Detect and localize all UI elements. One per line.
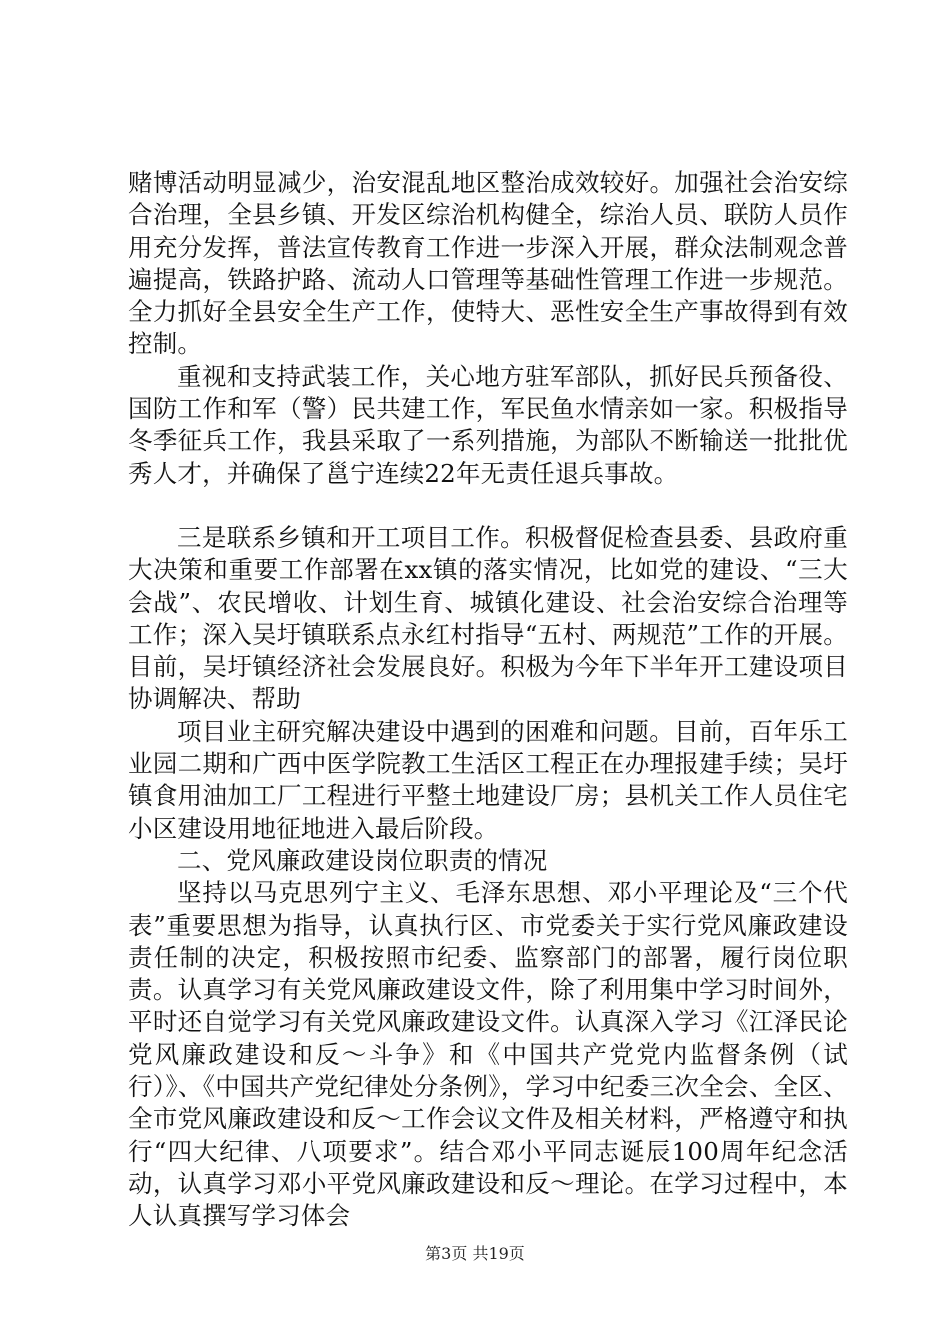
paragraph-project-owners: 项目业主研究解决建设中遇到的困难和问题。目前，百年乐工业园二期和广西中医学院教工生活区工程正在办理报建手续；吴圩镇食用油加工厂工程进行平整土地建设厂房；县机关工作人员住宅小区建设用地征地进入最后阶段。 <box>128 716 848 843</box>
section-heading-clean-governance: 二、党风廉政建设岗位职责的情况 <box>177 845 548 875</box>
page-footer <box>0 1241 950 1264</box>
paragraph-public-security: 赌博活动明显减少，治安混乱地区整治成效较好。加强社会治安综合治理，全县乡镇、开发区综治机构健全，综治人员、联防人员作用充分发挥，普法宣传教育工作进一步深入开展，群众法制观念普遍提高，铁路护路、流动人口管理等基础性管理工作进一步规范。全力抓好全县安全生产工作，使特大、恶性安全生产事故得到有效控制。 <box>128 168 848 359</box>
document-body <box>128 167 848 1233</box>
paragraph-township-projects: 三是联系乡镇和开工项目工作。积极督促检查县委、县政府重大决策和重要工作部署在xx镇的落实情况，比如党的建设、“三大会战”、农民增收、计划生育、城镇化建设、社会治安综合治理等工作；深入吴圩镇联系点永红村指导“五村、两规范”工作的开展。目前，吴圩镇经济社会发展良好。积极为今年下半年开工建设项目协调解决、帮助 <box>128 522 848 714</box>
page-number-label: 第3页 共19页 <box>425 1244 525 1263</box>
paragraph-gap <box>128 490 848 522</box>
paragraph-armed-forces: 重视和支持武装工作，关心地方驻军部队，抓好民兵预备役、国防工作和军（警）民共建工作，军民鱼水情亲如一家。积极指导冬季征兵工作，我县采取了一系列措施，为部队不断输送一批批优秀人才，并确保了邕宁连续22年无责任退兵事故。 <box>128 361 848 488</box>
paragraph-clean-governance-study: 坚持以马克思列宁主义、毛泽东思想、邓小平理论及“三个代表”重要思想为指导，认真执行区、市党委关于实行党风廉政建设责任制的决定，积极按照市纪委、监察部门的部署，履行岗位职责。认真学习有关党风廉政建设文件，除了利用集中学习时间外，平时还自觉学习有关党风廉政建设文件。认真深入学习《江泽民论党风廉政建设和反～斗争》和《中国共产党党内监督条例（试行）》、《中国共产党纪律处分条例》，学习中纪委三次全会、全区、全市党风廉政建设和反～工作会议文件及相关材料，严格遵守和执行“四大纪律、八项要求”。结合邓小平同志诞辰100周年纪念活动，认真学习邓小平党风廉政建设和反～理论。在学习过程中，本人认真撰写学习体会 <box>128 878 848 1231</box>
